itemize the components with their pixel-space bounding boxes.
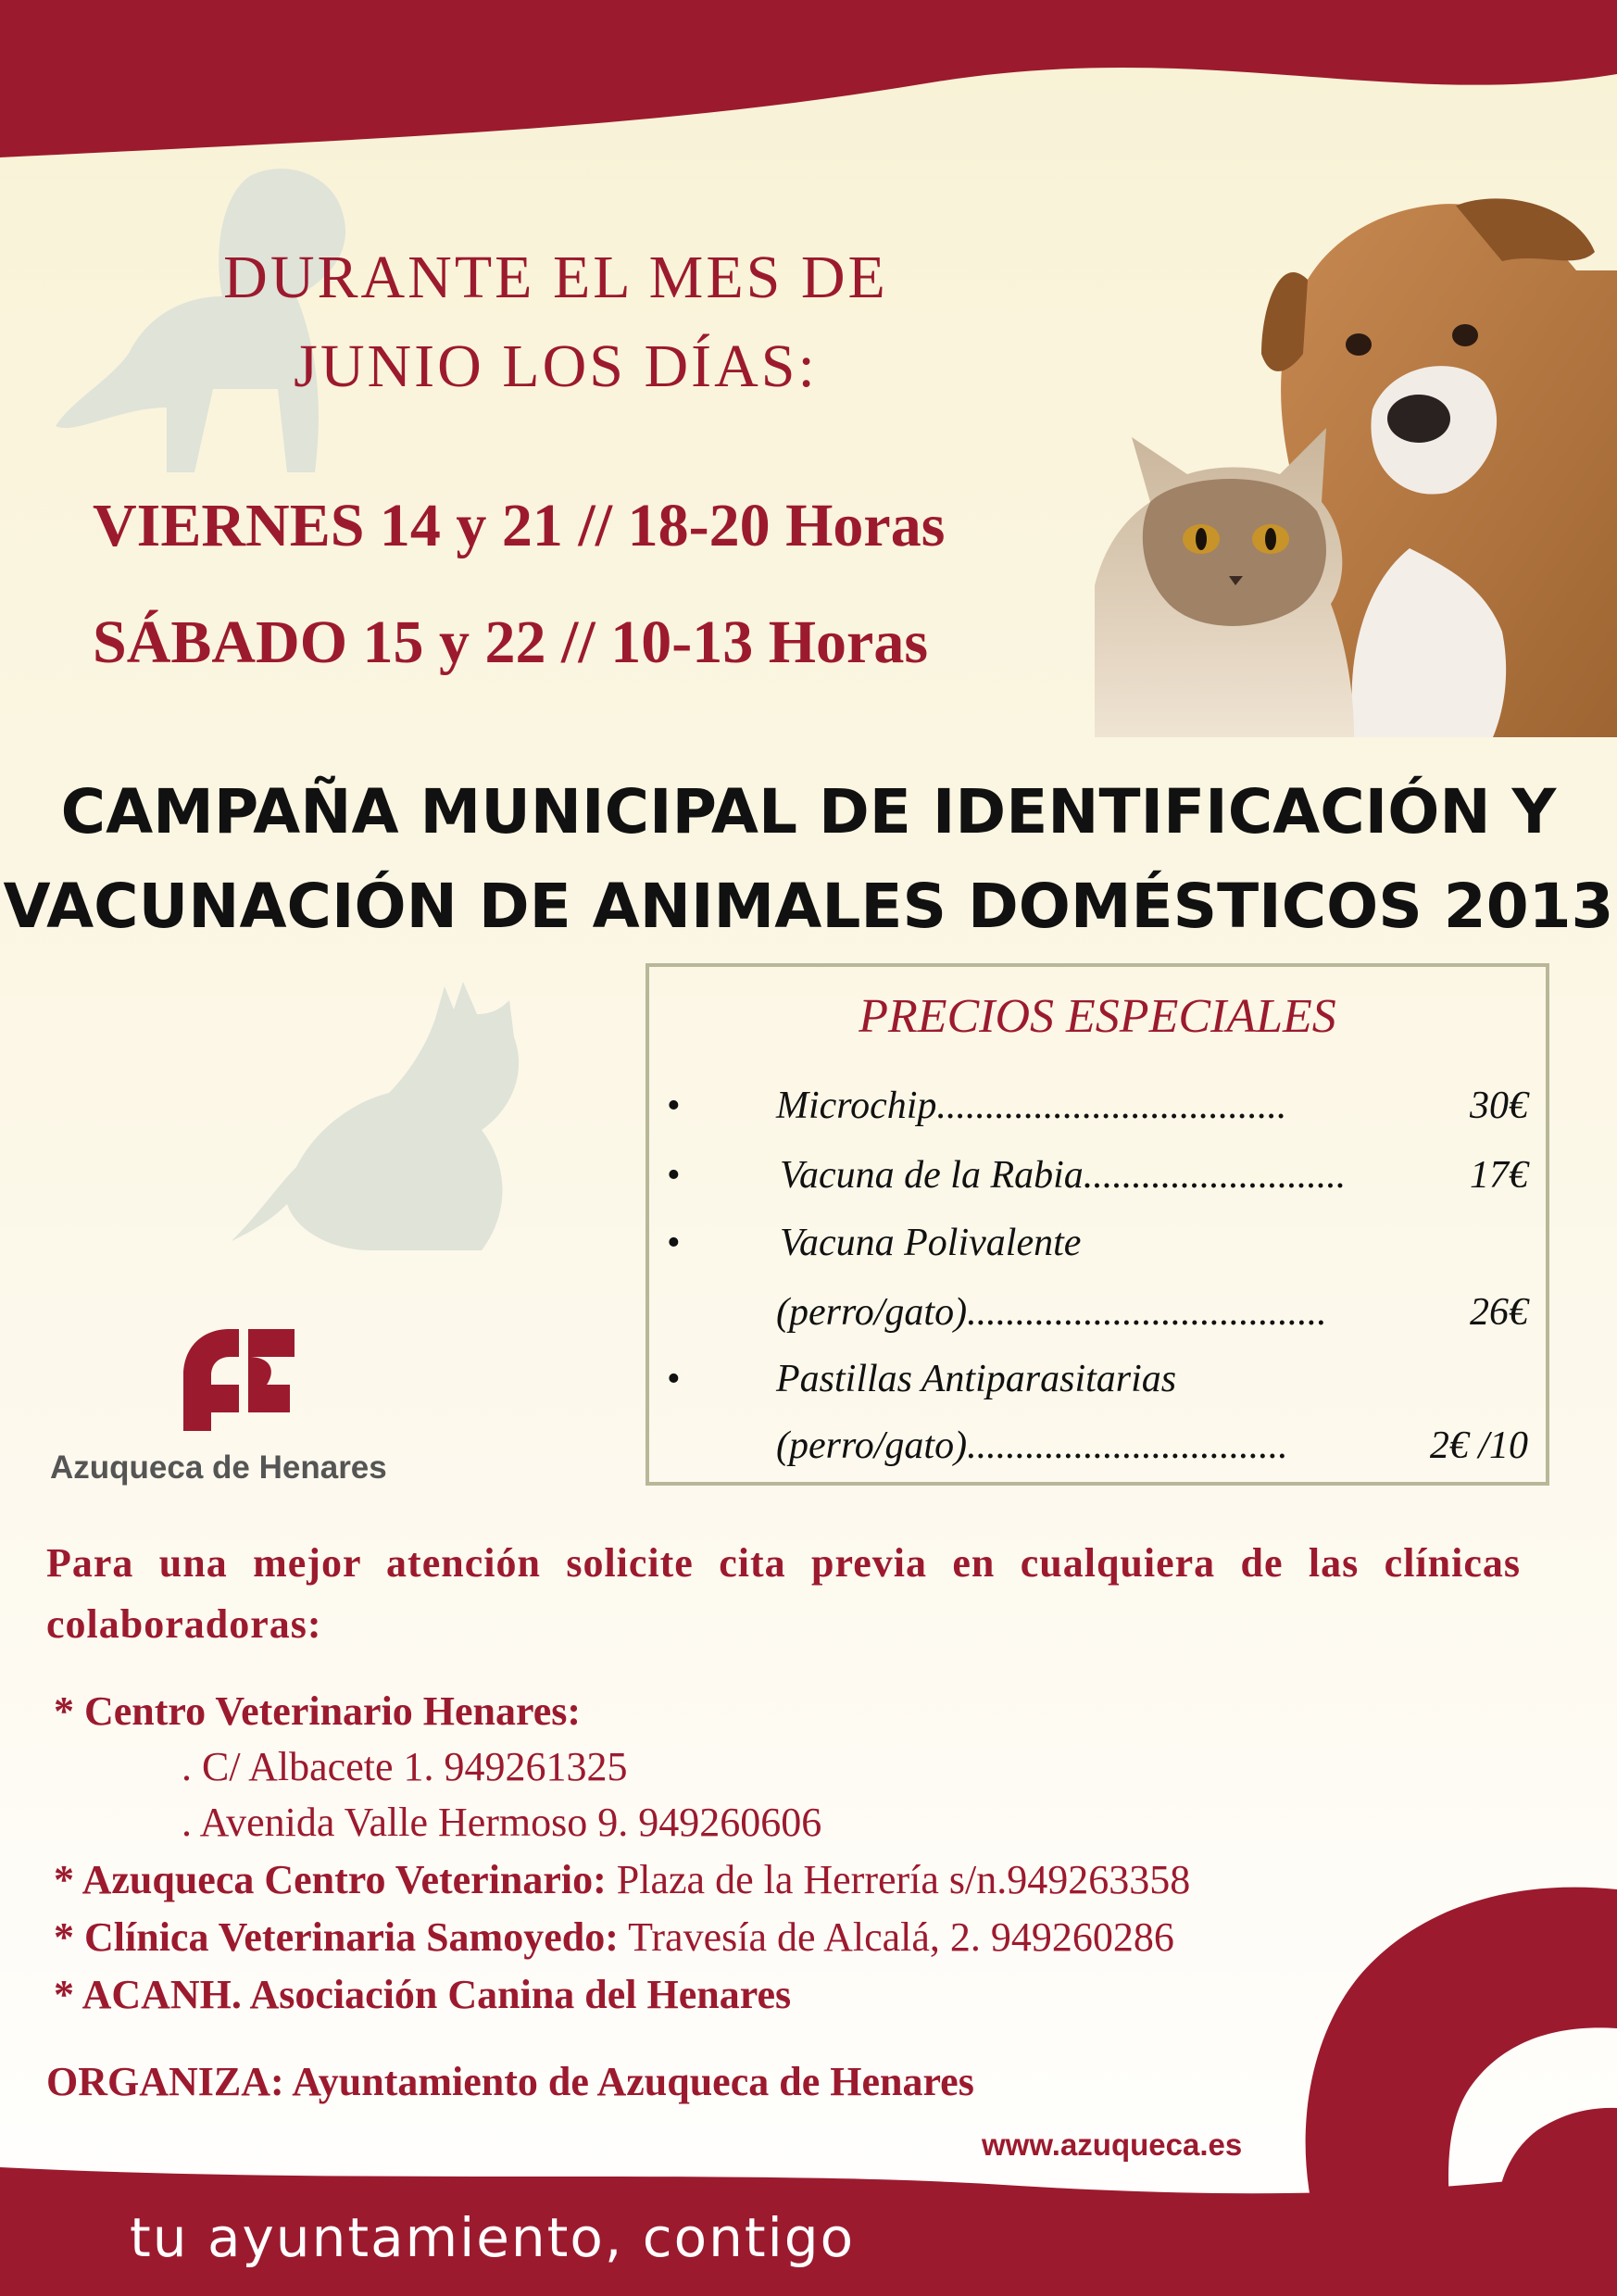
clinic-1-address-2: . Avenida Valle Hermoso 9. 949260606	[182, 1800, 822, 1845]
price-row-rabies	[667, 1153, 1528, 1218]
header-line-2: JUNIO LOS DÍAS:	[294, 332, 818, 400]
dog-silhouette	[37, 157, 370, 491]
prices-title: PRECIOS ESPECIALES	[859, 990, 1336, 1043]
dog-cat-photo	[1095, 196, 1617, 737]
bullet: •	[667, 1085, 681, 1127]
price-value: 2€ /10	[1429, 1424, 1528, 1467]
saturday-schedule: SÁBADO 15 y 22 // 10-13 Horas	[93, 609, 929, 676]
price-value: 30€	[1470, 1085, 1528, 1127]
price-value: 26€	[1470, 1291, 1528, 1334]
clinic-1-name: * Centro Veterinario Henares:	[54, 1688, 582, 1734]
price-row-polyvalent-detail	[667, 1290, 1528, 1355]
azuqueca-logo-text: Azuqueca de Henares	[50, 1449, 387, 1486]
price-row-antiparasitic-detail	[667, 1424, 1528, 1488]
clinic-4: * ACANH. Asociación Canina del Henares	[54, 1972, 792, 2017]
price-row-antiparasitic	[667, 1357, 1528, 1422]
price-label: Vacuna de la Rabia...........................	[780, 1154, 1347, 1197]
cat-silhouette	[232, 972, 565, 1278]
website-link[interactable]: www.azuqueca.es	[982, 2127, 1243, 2162]
slogan: tu ayuntamiento, contigo	[130, 2206, 856, 2269]
price-row-microchip	[667, 1084, 1528, 1148]
clinic-1-address-1: . C/ Albacete 1. 949261325	[182, 1744, 628, 1789]
azuqueca-logo-icon	[156, 1311, 322, 1440]
price-label: Microchip....................................	[776, 1085, 1287, 1127]
organizer: ORGANIZA: Ayuntamiento de Azuqueca de Henares	[46, 2059, 974, 2104]
price-label: (perro/gato).....................................	[776, 1291, 1327, 1334]
bullet: •	[667, 1154, 681, 1197]
price-label: (perro/gato).................................	[776, 1424, 1288, 1467]
price-value: 17€	[1470, 1154, 1528, 1197]
clinic-2: * Azuqueca Centro Veterinario: Plaza de la Herrería s/n.949263358	[54, 1857, 1191, 1902]
friday-schedule: VIERNES 14 y 21 // 18-20 Horas	[93, 492, 946, 559]
header-line-1: DURANTE EL MES DE	[223, 244, 888, 311]
campaign-title-line-1: CAMPAÑA MUNICIPAL DE IDENTIFICACIÓN Y	[60, 776, 1557, 847]
appointment-info: Para una mejor atención solicite cita previa en cualquiera de las clínicas	[46, 1540, 1521, 1586]
campaign-title-line-2: VACUNACIÓN DE ANIMALES DOMÉSTICOS 2013	[3, 871, 1614, 942]
bullet: •	[667, 1222, 681, 1264]
price-label: Pastillas Antiparasitarias	[776, 1358, 1177, 1400]
price-label: Vacuna Polivalente	[780, 1222, 1082, 1264]
clinic-3: * Clínica Veterinaria Samoyedo: Travesía de Alcalá, 2. 949260286	[54, 1914, 1174, 1960]
bullet: •	[667, 1358, 681, 1400]
appointment-info-cont: colaboradoras:	[46, 1601, 322, 1647]
price-row-polyvalent	[667, 1221, 1528, 1286]
